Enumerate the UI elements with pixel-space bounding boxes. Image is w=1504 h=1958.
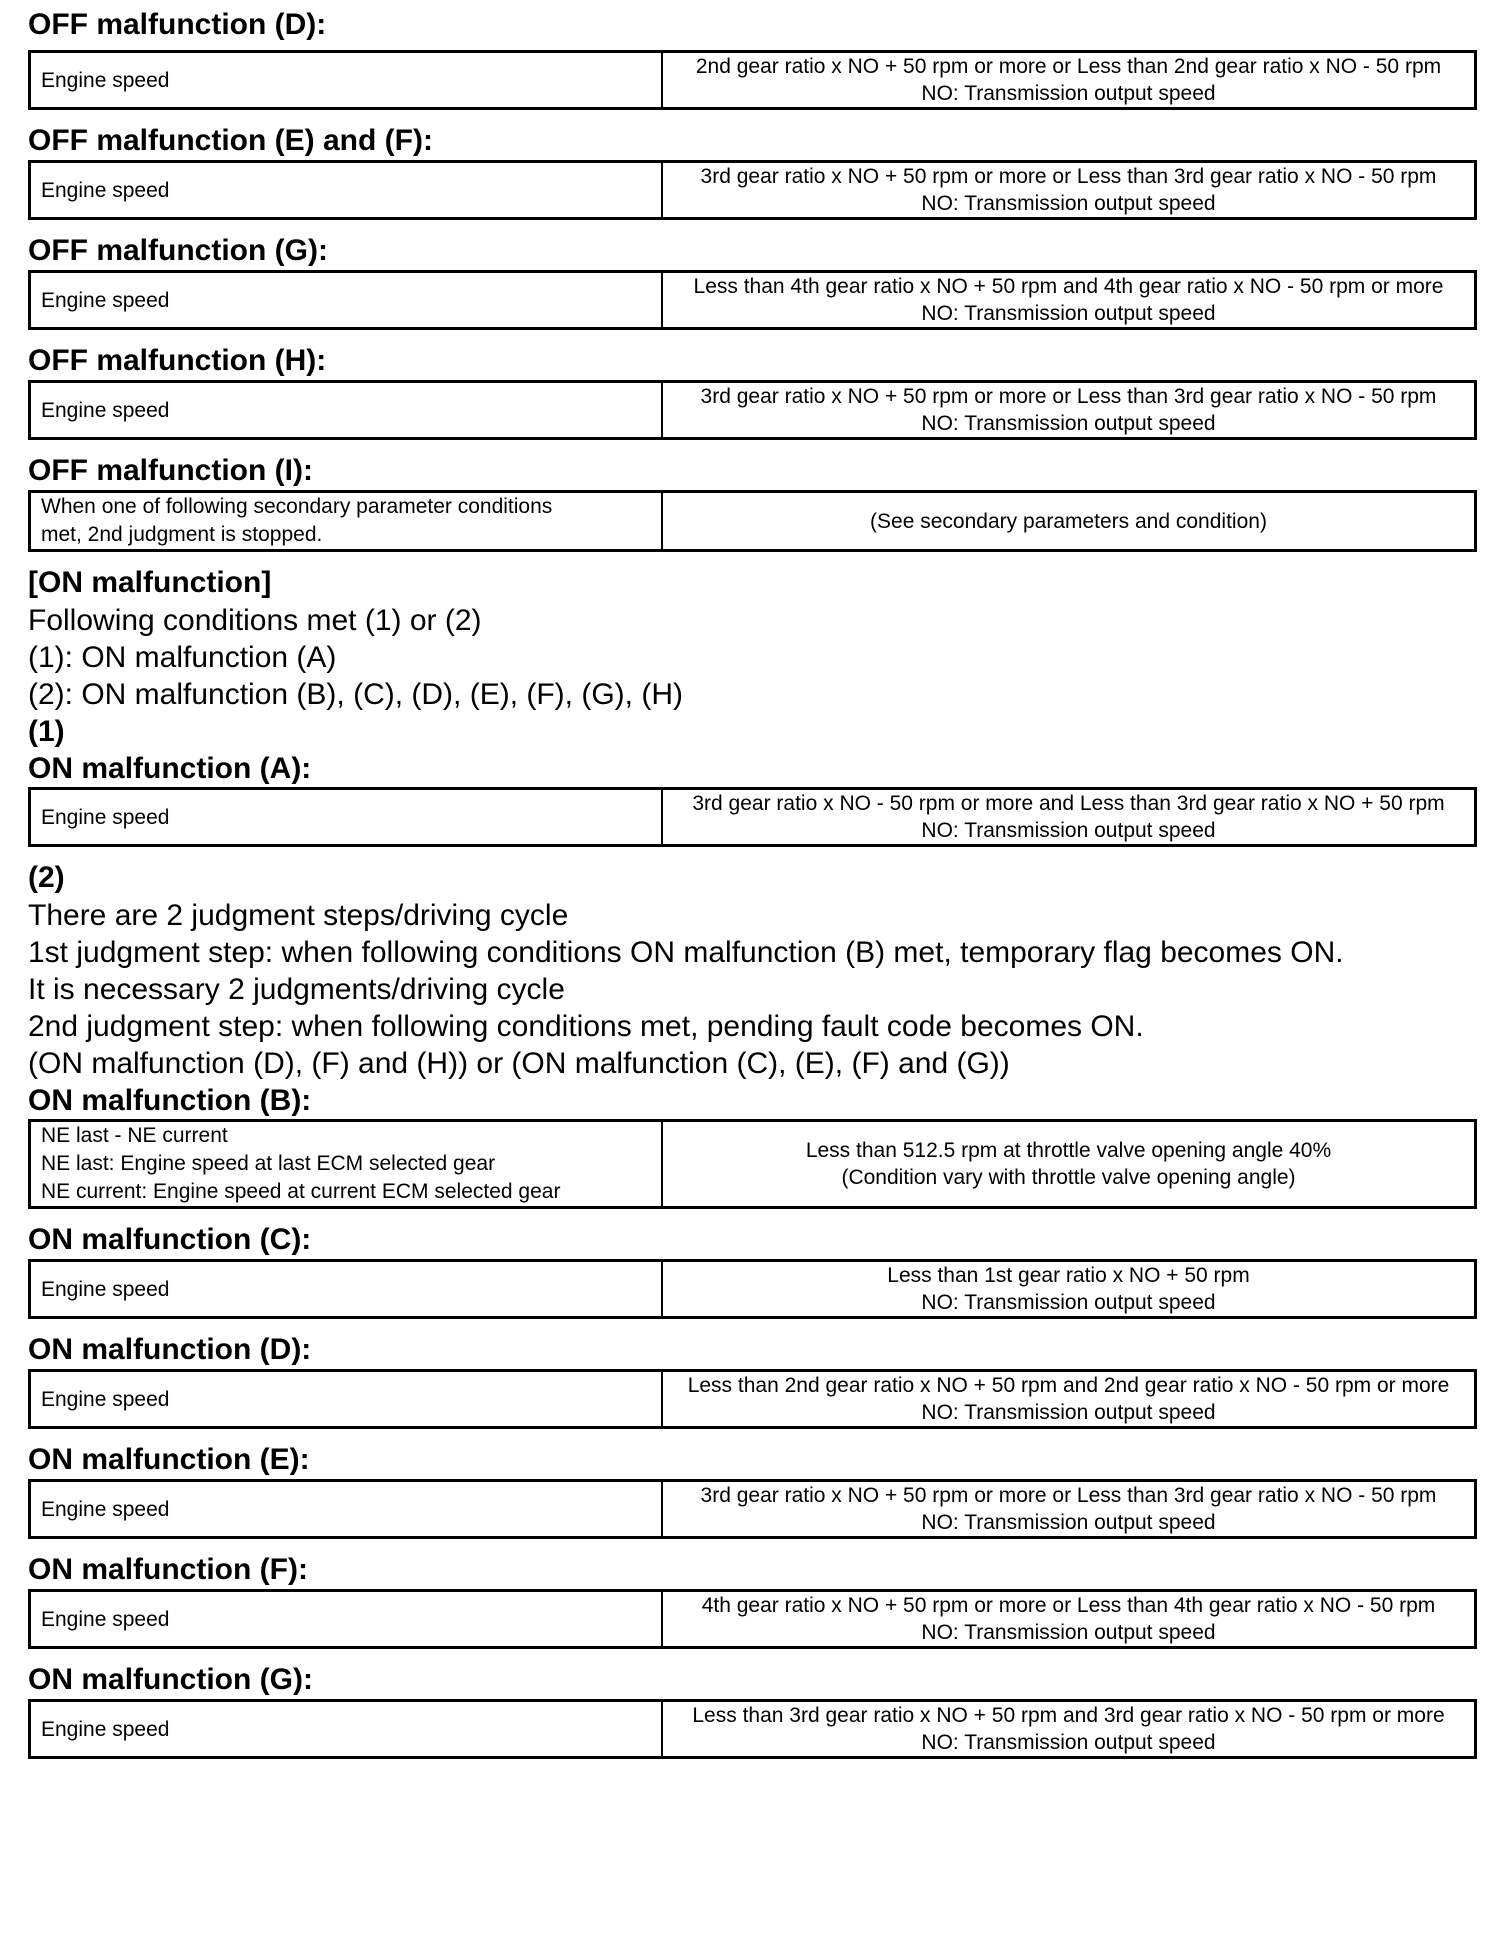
condition-table [28,1589,1477,1649]
section-heading: OFF malfunction (G): [28,234,328,267]
condition-table [28,50,1477,110]
condition-cell: 3rd gear ratio x NO + 50 rpm or more or Less than 3rd gear ratio x NO - 50 rpm NO: Transmission output speed [662,1481,1476,1538]
parameter-cell: Engine speed [30,789,663,846]
section-heading: OFF malfunction (D): [28,8,327,41]
section-heading: OFF malfunction (E) and (F): [28,124,433,157]
section-heading: ON malfunction (G): [28,1663,313,1696]
body-text: It is necessary 2 judgments/driving cycle [28,973,565,1006]
body-text: 1st judgment step: when following conditions ON malfunction (B) met, temporary flag becomes ON. [28,936,1344,969]
condition-cell: Less than 3rd gear ratio x NO + 50 rpm and 3rd gear ratio x NO - 50 rpm or more NO: Transmission output speed [662,1701,1476,1758]
condition-cell: (See secondary parameters and condition) [662,492,1476,551]
parameter-cell: Engine speed [30,1481,663,1538]
condition-table [28,787,1477,847]
section-heading: ON malfunction (E): [28,1443,310,1476]
section-heading: OFF malfunction (I): [28,454,313,487]
condition-cell: 3rd gear ratio x NO + 50 rpm or more or Less than 3rd gear ratio x NO - 50 rpm NO: Transmission output speed [662,162,1476,219]
condition-table [28,1119,1477,1209]
section-heading: ON malfunction (F): [28,1553,308,1586]
section-heading: ON malfunction (C): [28,1223,312,1256]
body-text: (1): ON malfunction (A) [28,641,337,674]
condition-table [28,270,1477,330]
section-heading: [ON malfunction] [28,566,272,599]
parameter-cell: Engine speed [30,272,663,329]
section-heading: ON malfunction (D): [28,1333,312,1366]
section-heading: (2) [28,861,65,894]
condition-cell: Less than 1st gear ratio x NO + 50 rpm NO: Transmission output speed [662,1261,1476,1318]
document-page [28,0,1477,1759]
condition-cell: Less than 4th gear ratio x NO + 50 rpm and 4th gear ratio x NO - 50 rpm or more NO: Transmission output speed [662,272,1476,329]
condition-cell: Less than 2nd gear ratio x NO + 50 rpm and 2nd gear ratio x NO - 50 rpm or more NO: Transmission output speed [662,1371,1476,1428]
condition-table [28,380,1477,440]
body-text: 2nd judgment step: when following conditions met, pending fault code becomes ON. [28,1010,1144,1043]
section-heading: OFF malfunction (H): [28,344,327,377]
parameter-cell: NE last - NE current NE last: Engine speed at last ECM selected gear NE current: Engine speed at current ECM selected gear [30,1121,663,1208]
body-text: Following conditions met (1) or (2) [28,604,482,637]
condition-table [28,1479,1477,1539]
parameter-cell: Engine speed [30,1701,663,1758]
section-heading: ON malfunction (B): [28,1084,312,1117]
parameter-cell: Engine speed [30,382,663,439]
condition-table [28,1259,1477,1319]
condition-table [28,1699,1477,1759]
parameter-cell: Engine speed [30,52,663,109]
section-heading: (1) [28,715,65,748]
condition-cell: 4th gear ratio x NO + 50 rpm or more or Less than 4th gear ratio x NO - 50 rpm NO: Transmission output speed [662,1591,1476,1648]
parameter-cell: Engine speed [30,162,663,219]
body-text: (ON malfunction (D), (F) and (H)) or (ON malfunction (C), (E), (F) and (G)) [28,1047,1010,1080]
parameter-cell: Engine speed [30,1591,663,1648]
condition-cell: 2nd gear ratio x NO + 50 rpm or more or Less than 2nd gear ratio x NO - 50 rpm NO: Transmission output speed [662,52,1476,109]
section-heading: ON malfunction (A): [28,752,312,785]
parameter-cell: Engine speed [30,1371,663,1428]
parameter-cell: Engine speed [30,1261,663,1318]
condition-table [28,1369,1477,1429]
condition-cell: 3rd gear ratio x NO - 50 rpm or more and Less than 3rd gear ratio x NO + 50 rpm NO: Transmission output speed [662,789,1476,846]
body-text: There are 2 judgment steps/driving cycle [28,899,569,932]
condition-table [28,490,1477,552]
condition-cell: 3rd gear ratio x NO + 50 rpm or more or Less than 3rd gear ratio x NO - 50 rpm NO: Transmission output speed [662,382,1476,439]
parameter-cell: When one of following secondary parameter conditions met, 2nd judgment is stopped. [30,492,663,551]
body-text: (2): ON malfunction (B), (C), (D), (E), (F), (G), (H) [28,678,683,711]
condition-cell: Less than 512.5 rpm at throttle valve opening angle 40% (Condition vary with throttle valve opening angle) [662,1121,1476,1208]
condition-table [28,160,1477,220]
